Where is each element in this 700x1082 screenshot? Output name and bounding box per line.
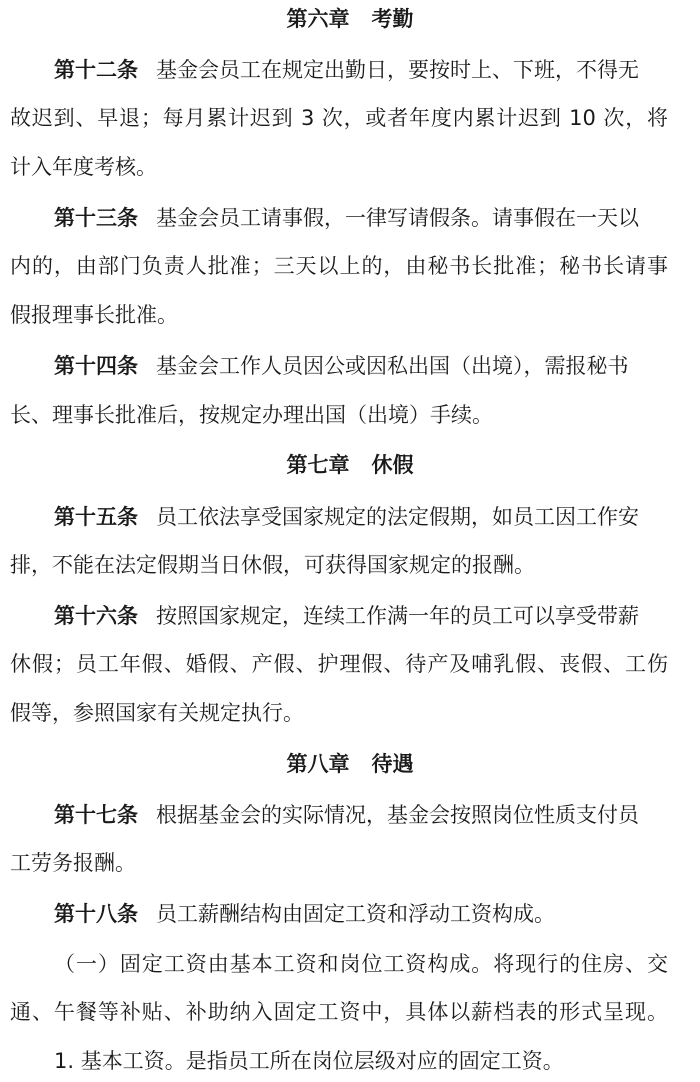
article-text: 员工依法享受国家规定的法定假期，如员工因工作安 [156, 505, 639, 529]
chapter-number: 第八章 [286, 752, 350, 776]
article-14-line-2 [10, 400, 668, 430]
article-12-line-3 [10, 152, 668, 182]
article-18-item-1-line-1 [54, 949, 668, 979]
article-18-line-1 [54, 899, 668, 929]
article-number: 第十六条 [54, 604, 138, 628]
article-text: 按照国家规定，连续工作满一年的员工可以享受带薪 [156, 604, 639, 628]
article-14-line-1 [54, 351, 668, 381]
article-text: 基金会工作人员因公或因私出国（出境），需报秘书 [156, 354, 629, 378]
article-text: 1. 基本工资。是指员工所在岗位层级对应的固定工资。 [54, 1049, 564, 1073]
article-text: 根据基金会的实际情况，基金会按照岗位性质支付员 [156, 803, 639, 827]
chapter-title: 休假 [371, 453, 414, 477]
article-15-line-1 [54, 502, 668, 532]
article-number: 第十八条 [54, 902, 138, 926]
article-text: 故迟到、早退；每月累计迟到 3 次，或者年度内累计迟到 10 次，将 [10, 106, 668, 130]
article-12-line-2 [10, 103, 668, 133]
article-text: 员工薪酬结构由固定工资和浮动工资构成。 [156, 902, 555, 926]
article-13-line-3 [10, 300, 668, 330]
chapter-number: 第六章 [286, 7, 350, 31]
article-text: 假等，参照国家有关规定执行。 [10, 701, 304, 725]
article-number: 第十四条 [54, 354, 138, 378]
chapter-number: 第七章 [286, 453, 350, 477]
chapter-7-heading [0, 450, 700, 480]
chapter-6-heading [0, 4, 700, 34]
article-13-line-1 [54, 203, 668, 233]
article-number: 第十二条 [54, 58, 138, 82]
article-text: 内的，由部门负责人批准；三天以上的，由秘书长批准；秘书长请事 [10, 254, 668, 278]
chapter-title: 考勤 [371, 7, 414, 31]
article-17-line-2 [10, 848, 668, 878]
article-18-item-1-line-2 [10, 997, 668, 1027]
chapter-8-heading [0, 749, 700, 779]
article-text: 排，不能在法定假期当日休假，可获得国家规定的报酬。 [10, 553, 535, 577]
article-text: 通、午餐等补贴、补助纳入固定工资中，具体以薪档表的形式呈现。 [10, 1000, 668, 1024]
article-16-line-1 [54, 601, 668, 631]
article-text: （一）固定工资由基本工资和岗位工资构成。将现行的住房、交 [54, 952, 668, 976]
article-text: 工劳务报酬。 [10, 851, 136, 875]
chapter-title: 待遇 [371, 752, 414, 776]
article-16-line-3 [10, 698, 668, 728]
article-15-line-2 [10, 550, 668, 580]
article-text: 计入年度考核。 [10, 155, 157, 179]
article-text: 长、理事长批准后，按规定办理出国（出境）手续。 [10, 403, 493, 427]
article-13-line-2 [10, 251, 668, 281]
article-12-line-1 [54, 55, 668, 85]
article-text: 休假；员工年假、婚假、产假、护理假、待产及哺乳假、丧假、工伤 [10, 652, 668, 676]
article-number: 第十五条 [54, 505, 138, 529]
article-17-line-1 [54, 800, 668, 830]
article-16-line-2 [10, 649, 668, 679]
article-number: 第十三条 [54, 206, 138, 230]
article-18-sub-1 [54, 1046, 668, 1076]
article-text: 假报理事长批准。 [10, 303, 178, 327]
article-text: 基金会员工在规定出勤日，要按时上、下班，不得无 [156, 58, 639, 82]
article-text: 基金会员工请事假，一律写请假条。请事假在一天以 [156, 206, 639, 230]
article-number: 第十七条 [54, 803, 138, 827]
